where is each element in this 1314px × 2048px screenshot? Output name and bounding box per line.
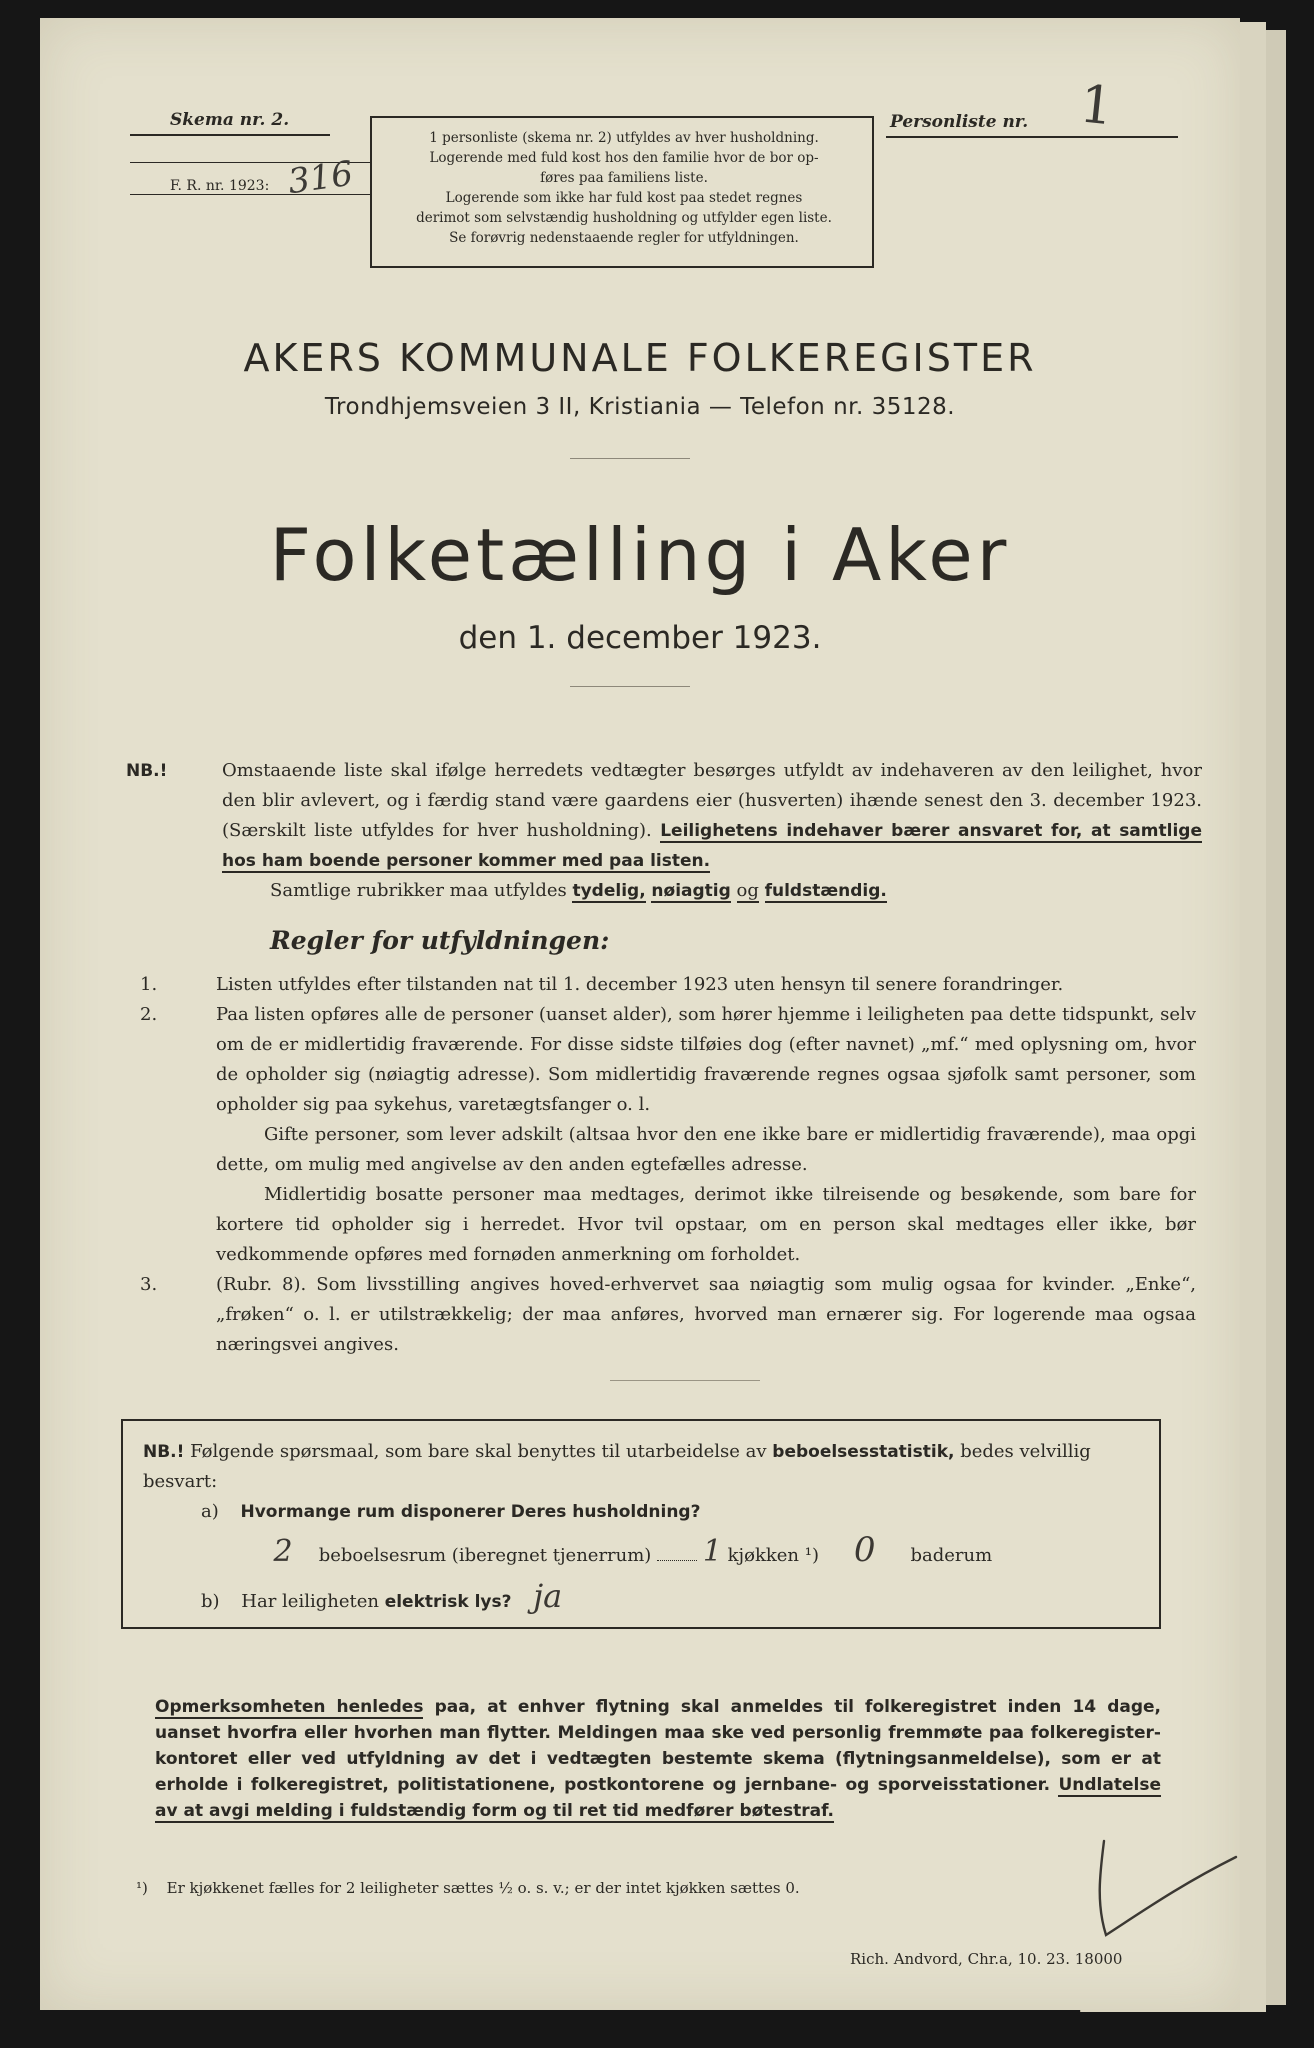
info-line: Logerende som ikke har fuld kost paa stedet regnes xyxy=(445,190,803,206)
fr-number-handwritten: 316 xyxy=(285,153,356,203)
question-b-bold: elektrisk lys? xyxy=(384,1592,512,1612)
footnote-mark: ¹) xyxy=(136,1879,148,1897)
moving-notice-text: paa, at enhver flytning skal anmeldes til folkeregistret inden 14 dage, uanset hvorfra eller hvorhen man flytter. Meldingen maa ske ved personlig fremmøte paa folkeregister-kontoret eller ved utfyldning av det i vedtægten bestemte skema (flytningsanmeldelse), som er at erholde i folkeregistret, politistationene, postkontorene og jernbane- og sporveisstationer. xyxy=(155,1697,1161,1795)
question-a-letter: a) xyxy=(201,1501,219,1522)
main-title: Folketælling i Aker xyxy=(269,513,1011,597)
rule-item: Paa listen opføres alle de personer (uanset alder), som hører hjemme i leiligheten paa dette tidspunkt, selv om de er midlertidig fraværende. For disse sidste tilføies dog (efter navnet) „mf.“ med oplysning om, hvor de opholder sig (nøiagtig adresse). Som midlertidig fraværende regnes ogsaa sjøfolk samt personer, som opholder sig paa sykehus, varetægtsfanger o. l. xyxy=(216,1004,1196,1115)
stat-intro-end: bedes velvillig besvart: xyxy=(143,1441,1091,1492)
divider xyxy=(886,136,1178,138)
rule-number: 2. xyxy=(140,1004,158,1025)
rule-item: Midlertidig bosatte personer maa medtages, derimot ikke tilreisende og besøkende, som bare for kortere tid opholder sig i herredet. Hvor tvil opstaar, om en person skal medtages eller ikke, bør vedkommende opføres med fornøden anmerkning om forholdet. xyxy=(216,1184,1196,1265)
office-address: Trondhjemsveien 3 II, Kristiania — Telefon nr. 35128. xyxy=(324,394,956,420)
question-a-text: Hvormange rum disponerer Deres husholdning? xyxy=(240,1502,701,1522)
rule-number: 1. xyxy=(140,974,158,995)
personliste-handwritten: 1 xyxy=(1076,74,1117,138)
stat-intro-bold: beboelsesstatistik, xyxy=(772,1442,955,1462)
nb-responsibility: Leilighetens indehaver bærer ansvaret for, at samtlige hos ham boende personer kommer med paa listen. xyxy=(222,821,1202,871)
kitchen-label: kjøkken ¹) xyxy=(727,1545,819,1566)
rule-number: 3. xyxy=(140,1274,158,1295)
info-line: Logerende med fuld kost hos den familie hvor de bor op- xyxy=(429,150,819,166)
moving-notice-lead: Opmerksomheten henledes xyxy=(155,1697,424,1717)
bath-label: baderum xyxy=(910,1545,993,1566)
nb-rubrics-og: og xyxy=(736,880,759,901)
ornament-line xyxy=(570,458,690,459)
info-line: føres paa familiens liste. xyxy=(540,170,708,186)
rules-heading: Regler for utfyldningen: xyxy=(270,926,610,955)
nb-rubrics-text: Samtlige rubrikker maa utfyldes xyxy=(270,880,567,901)
divider xyxy=(130,134,330,136)
printer-imprint: Rich. Andvord, Chr.a, 10. 23. 18000 xyxy=(850,1950,1123,1968)
personliste-label: Personliste nr. xyxy=(890,112,1029,132)
bath-value[interactable]: 0 xyxy=(853,1530,876,1570)
question-b-letter: b) xyxy=(201,1591,220,1612)
fr-number-label: F. R. nr. 1923: xyxy=(170,178,270,194)
nb-rubrics-bold: nøiagtig xyxy=(651,881,731,901)
info-line: derimot som selvstændig husholdning og utfylder egen liste. xyxy=(416,210,832,226)
nb-rubrics-bold: fuldstændig. xyxy=(764,881,887,901)
rule-item: (Rubr. 8). Som livsstilling angives hoved-erhvervet saa nøiagtig som mulig ogsaa for kvinder. „Enke“, „frøken“ o. l. er utilstrækkelig; der maa anføres, hvorved man ernærer sig. For logerende maa ogsaa næringsvei angives. xyxy=(216,1274,1196,1355)
nb-text xyxy=(222,756,1202,906)
skema-label: Skema nr. 2. xyxy=(170,110,290,130)
kitchen-value[interactable]: 1 xyxy=(702,1534,722,1569)
info-line: Se forøvrig nedenstaaende regler for utfyldningen. xyxy=(449,230,799,246)
nb-text-main: Omstaaende liste skal ifølge herredets vedtægter besørges utfyldt av indehaveren av den leilighet, hvor den blir avlevert, og i færdig stand være gaardens eier (husverten) ihænde senest den 3. december 1923. (Særskilt liste utfyldes for hver husholdning). xyxy=(222,760,1202,841)
rooms-label: beboelsesrum (iberegnet tjenerrum) xyxy=(318,1545,652,1566)
nb-rubrics-bold: tydelig, xyxy=(572,881,646,901)
rooms-value[interactable]: 2 xyxy=(273,1534,293,1569)
office-title: AKERS KOMMUNALE FOLKEREGISTER xyxy=(243,336,1037,380)
nb2-label: NB.! xyxy=(143,1442,185,1462)
housing-statistics-box xyxy=(121,1419,1161,1629)
nb-label: NB.! xyxy=(126,761,168,781)
rule-item: Gifte personer, som lever adskilt (altsaa hvor den ene ikke bare er midlertidig fraværende), maa opgi dette, om mulig med angivelse av den anden egtefælles adresse. xyxy=(216,1124,1196,1175)
census-date: den 1. december 1923. xyxy=(458,620,822,656)
census-form xyxy=(40,18,1240,2010)
question-b-text: Har leiligheten xyxy=(241,1591,379,1612)
ornament-line xyxy=(610,1380,760,1381)
stat-intro xyxy=(143,1437,1143,1497)
rule-item: Listen utfyldes efter tilstanden nat til 1. december 1923 uten hensyn til senere forandringer. xyxy=(216,974,1064,995)
moving-notice-penalty: Undlatelse av at avgi melding i fuldstændig form og til ret tid medfører bøtestraf. xyxy=(155,1775,1161,1821)
moving-notice xyxy=(155,1694,1161,1824)
footnote-text: Er kjøkkenet fælles for 2 leiligheter sættes ½ o. s. v.; er der intet kjøkken sættes 0. xyxy=(166,1879,800,1897)
info-line: 1 personliste (skema nr. 2) utfyldes av hver husholdning. xyxy=(429,130,819,146)
household-info-box xyxy=(370,116,874,268)
question-a xyxy=(201,1497,700,1527)
question-b xyxy=(201,1577,563,1617)
ornament-line xyxy=(570,686,690,687)
divider xyxy=(130,194,370,195)
rooms-row xyxy=(253,1530,1153,1571)
checkmark-icon xyxy=(1070,1833,1250,1953)
stat-intro-text: Følgende spørsmaal, som bare skal benyttes til utarbeidelse av xyxy=(190,1441,767,1462)
electric-light-value[interactable]: ja xyxy=(533,1577,563,1615)
footnote xyxy=(136,1879,800,1897)
